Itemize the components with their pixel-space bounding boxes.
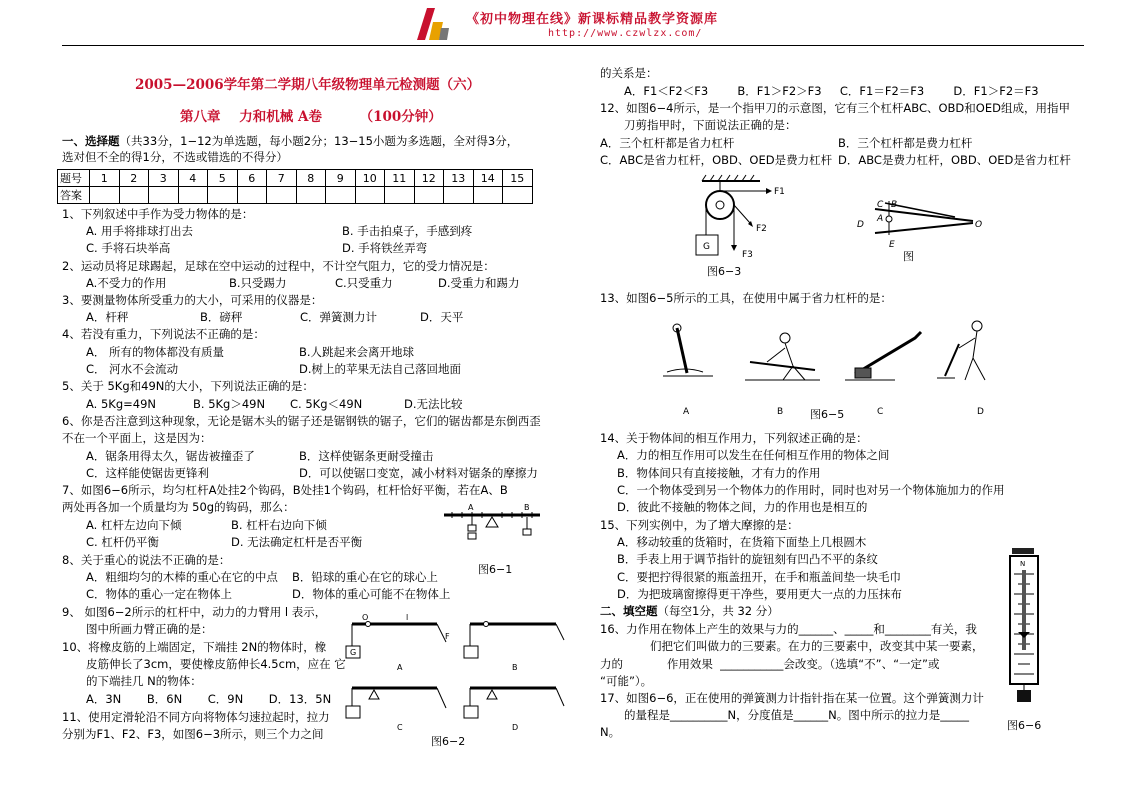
q5-option-a: A. 5Kg=49N	[86, 397, 157, 411]
figure-6-1-lever	[440, 505, 550, 553]
table-cell: 8	[296, 170, 326, 187]
fig62-label-g: G	[350, 648, 357, 657]
exam-title: 2005—2006学年第二学期八年级物理单元检测题（六）	[135, 77, 481, 93]
q17-stem-3: N。	[600, 725, 621, 739]
q2-option-d: D.受重力和踢力	[438, 276, 520, 290]
answer-cell[interactable]	[326, 187, 356, 204]
table-header-cell: 题号	[58, 170, 90, 187]
q4-option-d: D.树上的苹果无法自己落回地面	[299, 362, 462, 376]
figure-6-5-tools	[655, 318, 1015, 418]
q12-stem-2: 刀剪指甲时，下面说法正确的是：	[624, 118, 797, 132]
answer-cell[interactable]	[473, 187, 503, 204]
fig62-label-f: F	[445, 632, 450, 641]
answer-cell[interactable]	[267, 187, 297, 204]
answer-cell[interactable]	[237, 187, 267, 204]
table-header-cell: 答案	[58, 187, 90, 204]
table-cell: 3	[149, 170, 179, 187]
fig62-label-a: A	[397, 663, 403, 672]
q11-stem: 11、使用定滑轮沿不同方向将物体匀速拉起时，拉力	[62, 710, 330, 724]
q6-stem-2: 不在一个平面上，这是因为：	[62, 431, 212, 445]
q7-stem-2: 两处再各加一个质量均为 50g的钩码，那么：	[62, 500, 295, 514]
table-cell: 9	[326, 170, 356, 187]
q13-stem: 13、如图6−5所示的工具，在使用中属于省力杠杆的是：	[600, 291, 892, 305]
table-cell: 4	[178, 170, 208, 187]
answer-cell[interactable]	[503, 187, 533, 204]
answer-cell[interactable]	[414, 187, 444, 204]
figure-6-5-caption: 图6−5	[810, 408, 845, 421]
section1-note: （共33分，1−12为单选题，每小题2分；13−15小题为多选题，全对得3分，	[119, 134, 519, 148]
q6-option-c: C．这样能使锯齿更锋利	[86, 466, 210, 480]
q6-option-a: A．锯条用得太久，锯齿被撞歪了	[86, 449, 255, 463]
q14-option-d: D．彼此不接触的物体之间，力的作用也是相互的	[617, 500, 868, 514]
q11-stem-2: 分别为F1、F2、F3，如图6−3所示，则三个力之间	[62, 727, 324, 741]
fig65-label-d: D	[977, 407, 984, 417]
section2-heading-line	[600, 603, 779, 620]
figure-6-6-spring-scale	[1004, 548, 1048, 708]
q5-option-b: B. 5Kg＞49N	[193, 397, 266, 411]
q8-option-a: A．粗细均匀的木棒的重心在它的中点	[86, 570, 278, 584]
answer-cell[interactable]	[296, 187, 326, 204]
answer-cell[interactable]	[444, 187, 474, 204]
q10-options: A．3N B．6N C．9N D．13．5N	[86, 692, 332, 706]
q3-option-d: D．天平	[420, 310, 464, 324]
q3-option-b: B．磅秤	[200, 310, 243, 324]
q1-stem: 1、下列叙述中手作为受力物体的是：	[62, 207, 254, 221]
fig65-label-c: C	[877, 407, 884, 417]
q11-options: A．F1＜F2＜F3 B．F1＞F2＞F3 C．F1＝F2＝F3 D．F1＞F2＝F3	[624, 84, 1039, 98]
q15-stem: 15、下列实例中，为了增大摩擦的是：	[600, 518, 799, 532]
section1-heading-line	[62, 133, 518, 150]
q8-stem: 8、关于重心的说法不正确的是：	[62, 553, 231, 567]
q1-option-d: D. 手将铁丝弄弯	[342, 241, 428, 255]
table-cell: 2	[119, 170, 149, 187]
exam-subtitle: 第八章 力和机械 A卷 （100分钟）	[180, 109, 442, 125]
q6-option-b: B．这样使锯条更耐受撞击	[299, 449, 434, 463]
q5-option-c: C. 5Kg＜49N	[290, 397, 363, 411]
section1-heading: 一、选择题	[62, 134, 120, 148]
table-cell: 6	[237, 170, 267, 187]
q10-stem: 10、将橡皮筋的上端固定，下端挂 2N的物体时，橡	[62, 640, 327, 654]
q12-stem: 12、如图6−4所示，是一个指甲刀的示意图，它有三个杠杆ABC、OBD和OED组成，用指甲	[600, 101, 1070, 115]
q3-stem: 3、要测量物体所受重力的大小，可采用的仪器是：	[62, 293, 323, 307]
figure-6-4-caption: 图	[903, 250, 914, 263]
q10-stem-2: 皮筋伸长了3cm，要使橡皮筋伸长4.5cm，应在 它	[86, 657, 346, 671]
fig63-label-f3: F3	[742, 250, 753, 260]
q6-option-d: D．可以使锯口变宽，减小材料对锯条的摩擦力	[299, 466, 538, 480]
q8-option-c: C．物体的重心一定在物体上	[86, 587, 233, 601]
fig64-label-c: C	[877, 200, 884, 210]
answer-cell[interactable]	[208, 187, 238, 204]
q9-stem: 9、 如图6−2所示的杠杆中，动力的力臂用 l 表示，	[62, 605, 327, 619]
fig62-label-d: D	[512, 723, 519, 732]
q6-stem: 6、你是否注意到这种现象，无论是锯木头的锯子还是锯钢铁的锯子，它们的锯齿都是东倒西歪	[62, 414, 541, 428]
q1-option-b: B. 手击拍桌子，手感到疼	[342, 224, 473, 238]
q7-option-c: C. 杠杆仍平衡	[86, 535, 159, 549]
answer-cell[interactable]	[149, 187, 179, 204]
q1-option-a: A. 用手将排球打出去	[86, 224, 193, 238]
fig66-label-n: N	[1020, 560, 1026, 568]
q7-option-b: B. 杠杆右边向下倾	[231, 518, 327, 532]
q14-option-c: C．一个物体受到另一个物体力的作用时，同时也对另一个物体施加力的作用	[617, 483, 1005, 497]
site-logo	[413, 4, 453, 44]
q10-stem-3: 的下端挂几 N的物体：	[86, 674, 202, 688]
fig62-label-l: l	[406, 613, 409, 622]
fig62-label-b: B	[512, 663, 518, 672]
fig63-label-g: G	[703, 242, 710, 252]
q4-stem: 4、若没有重力，下列说法不正确的是：	[62, 327, 265, 341]
fig64-label-a: A	[877, 214, 884, 224]
section2-note: （每空1分，共 32 分）	[657, 604, 779, 618]
q4-option-b: B.人跳起来会离开地球	[299, 345, 415, 359]
table-cell: 14	[473, 170, 503, 187]
section1-note2: 选对但不全的得1分，不选或错选的不得分）	[62, 150, 288, 164]
q3-option-c: C．弹簧测力计	[300, 310, 378, 324]
q17-stem: 17、如图6−6，正在使用的弹簧测力计指针指在某一位置。这个弹簧测力计	[600, 691, 984, 705]
table-cell: 7	[267, 170, 297, 187]
q3-option-a: A．杆秤	[86, 310, 129, 324]
fig65-label-a: A	[683, 407, 690, 417]
fig64-label-e: E	[889, 240, 895, 250]
q12-option-c: C．ABC是省力杠杆，OBD、OED是费力杠杆	[600, 153, 833, 167]
q7-stem: 7、如图6−6所示，均匀杠杆A处挂2个钩码，B处挂1个钩码，杠杆恰好平衡，若在A、B	[62, 483, 508, 497]
q2-option-c: C.只受重力	[335, 276, 393, 290]
q16-stem-3: 力的 作用效果 ___________会改变。（选填“不”、“一定”或	[600, 657, 940, 671]
figure-6-4-nail-clipper	[855, 193, 985, 253]
table-cell: 1	[90, 170, 120, 187]
answer-cell[interactable]	[119, 187, 149, 204]
q16-stem-2: 们把它们叫做力的三要素。在力的三要素中，改变其中某一要素，	[650, 639, 984, 653]
figure-6-2-levers	[342, 612, 572, 732]
figure-6-3-caption: 图6−3	[707, 265, 742, 278]
fig61-label-b: B	[524, 503, 530, 512]
table-cell: 12	[414, 170, 444, 187]
q16-stem: 16、力作用在物体上产生的效果与力的______、_____和________有关，我	[600, 622, 977, 636]
answer-cell[interactable]	[355, 187, 385, 204]
figure-6-6-caption: 图6−6	[1007, 719, 1042, 732]
table-cell: 11	[385, 170, 415, 187]
q7-option-d: D. 无法确定杠杆是否平衡	[231, 535, 363, 549]
q17-stem-2: 的量程是__________N，分度值是______N。图中所示的拉力是_____	[624, 708, 969, 722]
figure-6-3-pulley	[690, 173, 800, 273]
fig63-label-f2: F2	[756, 224, 767, 234]
q15-option-a: A．移动较重的货箱时，在货箱下面垫上几根圆木	[617, 535, 867, 549]
q14-option-b: B．物体间只有直接接触，才有力的作用	[617, 466, 821, 480]
q1-option-c: C. 手将石块举高	[86, 241, 171, 255]
answer-cell[interactable]	[178, 187, 208, 204]
q2-option-a: A.不受力的作用	[86, 276, 167, 290]
q7-option-a: A. 杠杆左边向下倾	[86, 518, 182, 532]
q16-stem-4: “可能”）。	[600, 674, 653, 688]
table-cell: 15	[503, 170, 533, 187]
table-cell: 5	[208, 170, 238, 187]
site-name: 《初中物理在线》新课标精品教学资源库	[466, 12, 719, 27]
q12-option-b: B．三个杠杆都是费力杠杆	[838, 136, 973, 150]
q2-stem: 2、运动员将足球踢起，足球在空中运动的过程中，不计空气阻力，它的受力情况是：	[62, 259, 495, 273]
q12-option-d: D．ABC是费力杠杆，OBD、OED是省力杠杆	[838, 153, 1071, 167]
table-cell: 10	[355, 170, 385, 187]
q5-option-d: D.无法比较	[404, 397, 463, 411]
answer-cell[interactable]	[90, 187, 120, 204]
fig62-label-o: O	[362, 613, 369, 622]
figure-6-1-caption: 图6−1	[478, 563, 513, 576]
answer-cell[interactable]	[385, 187, 415, 204]
table-cell: 13	[444, 170, 474, 187]
logo-mark-icon	[413, 4, 453, 44]
figure-6-2-caption: 图6−2	[431, 735, 466, 748]
q4-option-c: C． 河水不会流动	[86, 362, 179, 376]
q11-stem-3: 的关系是：	[600, 66, 658, 80]
answer-table	[57, 169, 533, 204]
header-rule	[62, 45, 1084, 46]
q9-stem-2: 图中所画力臂正确的是：	[86, 622, 213, 636]
q8-option-d: D．物体的重心可能不在物体上	[292, 587, 451, 601]
q5-stem: 5、关于 5Kg和49N的大小，下列说法正确的是：	[62, 379, 314, 393]
q15-option-c: C．要把拧得很紧的瓶盖扭开，在手和瓶盖间垫一块毛巾	[617, 570, 902, 584]
q14-option-a: A．力的相互作用可以发生在任何相互作用的物体之间	[617, 448, 890, 462]
fig64-label-d: D	[857, 220, 864, 230]
site-url[interactable]: http://www.czwlzx.com/	[548, 28, 703, 39]
q2-option-b: B.只受踢力	[229, 276, 287, 290]
fig63-label-f1: F1	[774, 187, 785, 197]
fig65-label-b: B	[777, 407, 784, 417]
q4-option-a: A． 所有的物体都没有质量	[86, 345, 225, 359]
q12-option-a: A．三个杠杆都是省力杠杆	[600, 136, 735, 150]
q15-option-b: B．手表上用于调节指针的旋钮刻有凹凸不平的条纹	[617, 552, 878, 566]
section2-heading: 二、填空题	[600, 604, 658, 618]
table-row	[58, 170, 533, 187]
fig64-label-b: B	[891, 200, 898, 210]
fig62-label-c: C	[397, 723, 403, 732]
table-row	[58, 187, 533, 204]
q14-stem: 14、关于物体间的相互作用力，下列叙述正确的是：	[600, 431, 868, 445]
fig64-label-o: O	[975, 220, 983, 230]
q8-option-b: B．铅球的重心在它的球心上	[292, 570, 438, 584]
q15-option-d: D．为把玻璃窗擦得更干净些，要用更大一点的力压抹布	[617, 587, 902, 601]
fig61-label-a: A	[468, 503, 474, 512]
